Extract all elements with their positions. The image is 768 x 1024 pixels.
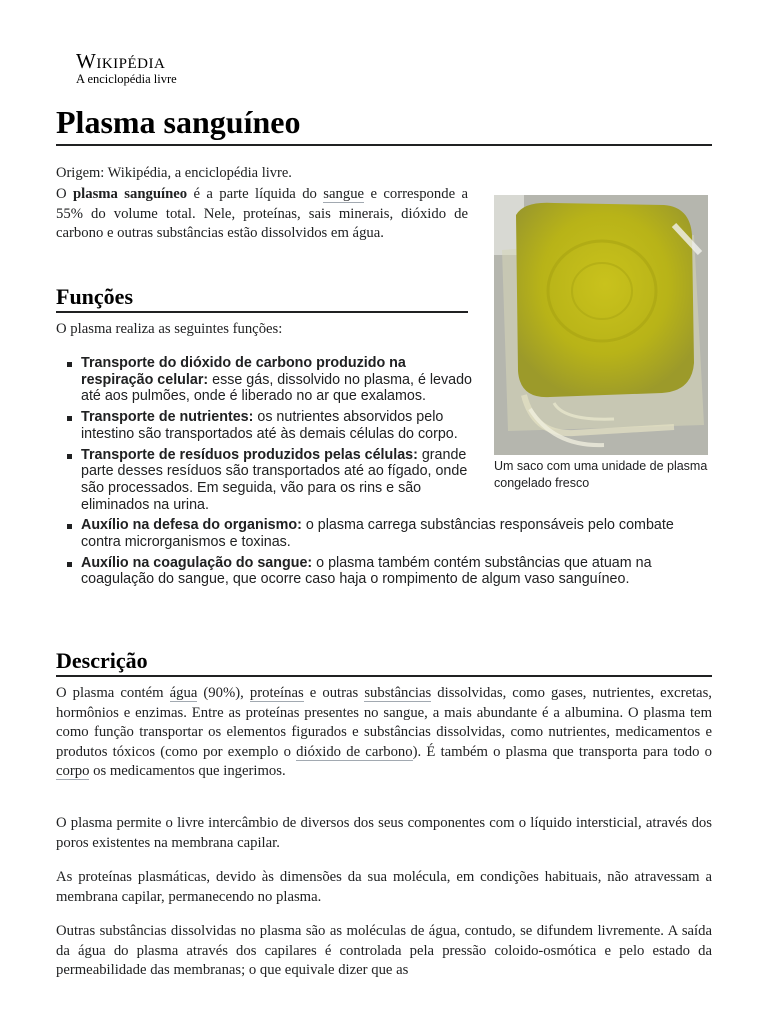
descricao-paragraph-4: Outras substâncias dissolvidas no plasma são as moléculas de água, contudo, se difundem livremente. A saída da água do plasma através dos capilares é controlada pela pressão coloido-osmótica e pelo estado da permeabilidade das membranas; o que equivale dizer que as [56, 923, 712, 978]
list-item-term: Transporte de resíduos produzidos pelas células: [81, 446, 418, 463]
desc-text: os medicamentos que ingerimos. [89, 763, 286, 779]
intro-text-2: é a parte líquida do [187, 186, 324, 202]
list-item-text: grande parte desses resíduos são transportados até ao fígado, onde são processados. Em seguida, vão para os rins e são eliminados na urina. [81, 446, 468, 513]
list-item [66, 447, 472, 514]
desc-text: e outras [303, 685, 365, 701]
list-item-term: Transporte do dióxido de carbono produzido na respiração celular: [81, 355, 406, 388]
list-item-text: o plasma também contém substâncias que atuam na coagulação do sangue, que ocorre caso haja o rompimento de algum vaso sanguíneo. [81, 554, 652, 588]
figure-caption: Um saco com uma unidade de plasma congelado fresco [494, 459, 708, 490]
link-substancias[interactable]: substâncias [364, 685, 432, 701]
link-agua[interactable]: água [169, 685, 198, 701]
link-proteinas[interactable]: proteínas [249, 685, 304, 701]
list-item-text: o plasma carrega substâncias responsáveis pelo combate contra microrganismos e toxinas. [81, 517, 674, 551]
logo-subtitle: A enciclopédia livre [76, 72, 177, 86]
list-item [66, 355, 472, 405]
intro-paragraph [56, 185, 468, 244]
intro-bold-term: plasma sanguíneo [73, 186, 188, 202]
list-item-term: Auxílio na defesa do organismo: [81, 517, 302, 534]
section-heading-funcoes: Funções [56, 283, 468, 313]
list-item [66, 409, 472, 442]
list-item-term: Transporte de nutrientes: [81, 409, 254, 426]
page-title: Plasma sanguíneo [56, 102, 712, 146]
link-sangue[interactable]: sangue [323, 186, 365, 202]
section-heading-descricao: Descrição [56, 647, 712, 677]
list-item [66, 517, 712, 550]
desc-text: dissolvidas, como gases, nutrientes, excretas, hormônios e enzimas. Entre as proteínas presentes no sangue, a mais abundante é a albumina. O plasma tem como função transportar os elementos figurados e substâncias dissolvidas, como nutrientes, medicamentos e produtos tóxicos (como por exemplo o [56, 685, 712, 760]
desc-text: O plasma contém [56, 685, 170, 701]
intro-text-1: O [56, 186, 73, 202]
wikipedia-logo[interactable] [76, 50, 177, 86]
origin-note: Origem: Wikipédia, a enciclopédia livre. [56, 165, 292, 181]
list-item-text: os nutrientes absorvidos pelo intestino são transportados até às demais células do corpo. [81, 409, 458, 442]
list-item-term: Auxílio na coagulação do sangue: [81, 554, 313, 571]
link-dioxido-de-carbono[interactable]: dióxido de carbono [296, 743, 413, 760]
funcoes-intro: O plasma realiza as seguintes funções: [56, 321, 283, 337]
funcoes-list [66, 355, 712, 592]
link-corpo[interactable]: corpo [56, 763, 90, 779]
desc-text: (90%), [197, 685, 250, 701]
intro-text-3: e corresponde a 55% do volume total. Nele, proteínas, sais minerais, dióxido de carbono e outras substâncias estão dissolvidos em água. [56, 186, 469, 241]
logo-title: Wikipédia [76, 49, 166, 73]
descricao-paragraph-2: O plasma permite o livre intercâmbio de diversos dos seus componentes com o líquido intersticial, através dos poros existentes na membrana capilar. [56, 815, 712, 851]
descricao-paragraph-3: As proteínas plasmáticas, devido às dimensões da sua molécula, em condições habituais, não atravessam a membrana capilar, permanecendo no plasma. [56, 869, 712, 905]
descricao-paragraph-1 [56, 684, 712, 782]
list-item [66, 555, 712, 588]
desc-text: ). É também o plasma que transporta para todo o [412, 743, 712, 760]
list-item-text: esse gás, dissolvido no plasma, é levado até aos pulmões, onde é liberado no ar que exalamos. [81, 371, 473, 405]
